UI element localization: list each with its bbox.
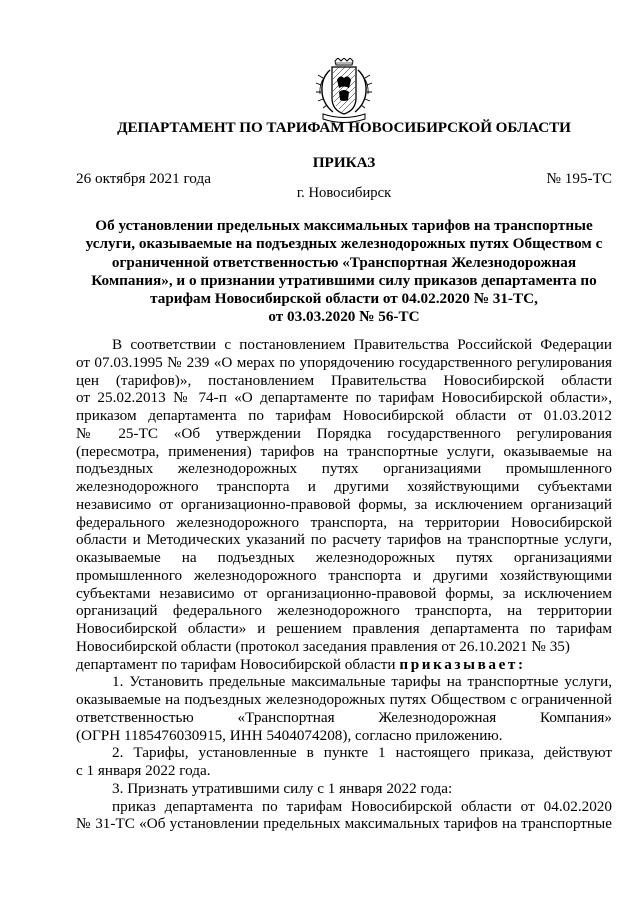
title-line: тарифам Новосибирской области от 04.02.2020 № 31-ТС, <box>150 290 538 308</box>
body-line: Новосибирской области (протокол заседания правления от 26.10.2021 № 35) <box>76 637 570 655</box>
order-number: № 195-ТС <box>546 170 612 187</box>
order-city: г. Новосибирск <box>296 185 392 201</box>
title-line: Компания», и о признании утратившими силу приказов департамента по <box>91 271 597 289</box>
body-line: от 07.03.1995 № 239 «О мерах по упорядочению государственного регулирования <box>76 353 612 371</box>
body-line: субъектами независимо от организационно-правовой формы, за исключением <box>76 584 612 602</box>
item-2-line: с 1 января 2022 года. <box>76 762 211 779</box>
body-line: независимо от организационно-правовой формы, за исключением организаций <box>76 495 612 513</box>
item-1-line: 1. Установить предельные максимальные тарифы на транспортные услуги, <box>112 673 612 691</box>
body-line: цен (тарифов)», постановлением Правительства Новосибирской области <box>76 371 612 389</box>
title-line: услуги, оказываемые на подъездных железнодорожных путях Обществом с <box>85 235 603 253</box>
order-heading: ПРИКАЗ <box>312 154 376 171</box>
item-1-line: (ОГРН 1185476030915, ИНН 5404074208), согласно приложению. <box>76 726 503 744</box>
decree-word: приказывает: <box>399 655 526 673</box>
item-1-line: оказываемые на подъездных железнодорожных путях Обществом с ограниченной <box>76 691 612 708</box>
department-heading: ДЕПАРТАМЕНТ ПО ТАРИФАМ НОВОСИБИРСКОЙ ОБЛАСТИ <box>117 119 571 136</box>
item-3-sub-line: № 31-ТС «Об установлении предельных максимальных тарифов на транспортные <box>76 815 612 833</box>
title-line: Об установлении предельных максимальных тарифов на транспортные <box>95 217 593 234</box>
body-line: (пересмотра, применения) тарифов на транспортные услуги, оказываемые на <box>76 442 612 460</box>
title-line: от 03.03.2020 № 56-ТС <box>268 308 420 326</box>
body-line: приказом департамента по тарифам Новосибирской области от 01.03.2012 <box>76 407 612 424</box>
item-3-line: 3. Признать утратившими силу с 1 января 2022 года: <box>112 779 453 797</box>
order-body <box>76 336 612 833</box>
body-line: № 25-ТС «Об утверждении Порядка государственного регулирования <box>76 424 612 442</box>
body-line: подъездных железнодорожных путях организациями промышленного <box>76 460 612 478</box>
body-line: области и Методических указаний по расчету тарифов на транспортные услуги, <box>76 531 612 549</box>
body-line: В соответствии с постановлением Правительства Российской Федерации <box>112 336 612 353</box>
coat-of-arms-icon <box>313 58 375 124</box>
body-line: железнодорожного транспорта и другими хозяйствующими субъектами <box>76 478 612 495</box>
item-3-sub-line: приказ департамента по тарифам Новосибирской области от 04.02.2020 <box>112 797 612 815</box>
body-line: от 25.02.2013 № 74-п «О департаменте по тарифам Новосибирской области», <box>76 389 612 407</box>
item-1-line: ответственностью «Транспортная Железнодорожная Компания» <box>76 708 612 726</box>
body-line: оказываемые на подъездных железнодорожных путях организациями <box>76 549 612 566</box>
body-line: Новосибирской области» и решением правления департамента по тарифам <box>76 620 612 637</box>
decree-line <box>76 656 612 674</box>
order-title <box>76 217 612 327</box>
title-line: ограниченной ответственностью «Транспортная Железнодорожная <box>111 253 577 271</box>
body-line: федерального железнодорожного транспорта, на территории Новосибирской <box>76 513 612 531</box>
decree-prefix: департамент по тарифам Новосибирской области <box>76 655 396 673</box>
order-date: 26 октября 2021 года <box>76 170 211 187</box>
item-2-line: 2. Тарифы, установленные в пункте 1 настоящего приказа, действуют <box>112 744 612 762</box>
body-line: промышленного железнодорожного транспорта и другими хозяйствующими <box>76 566 612 584</box>
body-line: организаций федерального железнодорожного транспорта, на территории <box>76 602 612 620</box>
